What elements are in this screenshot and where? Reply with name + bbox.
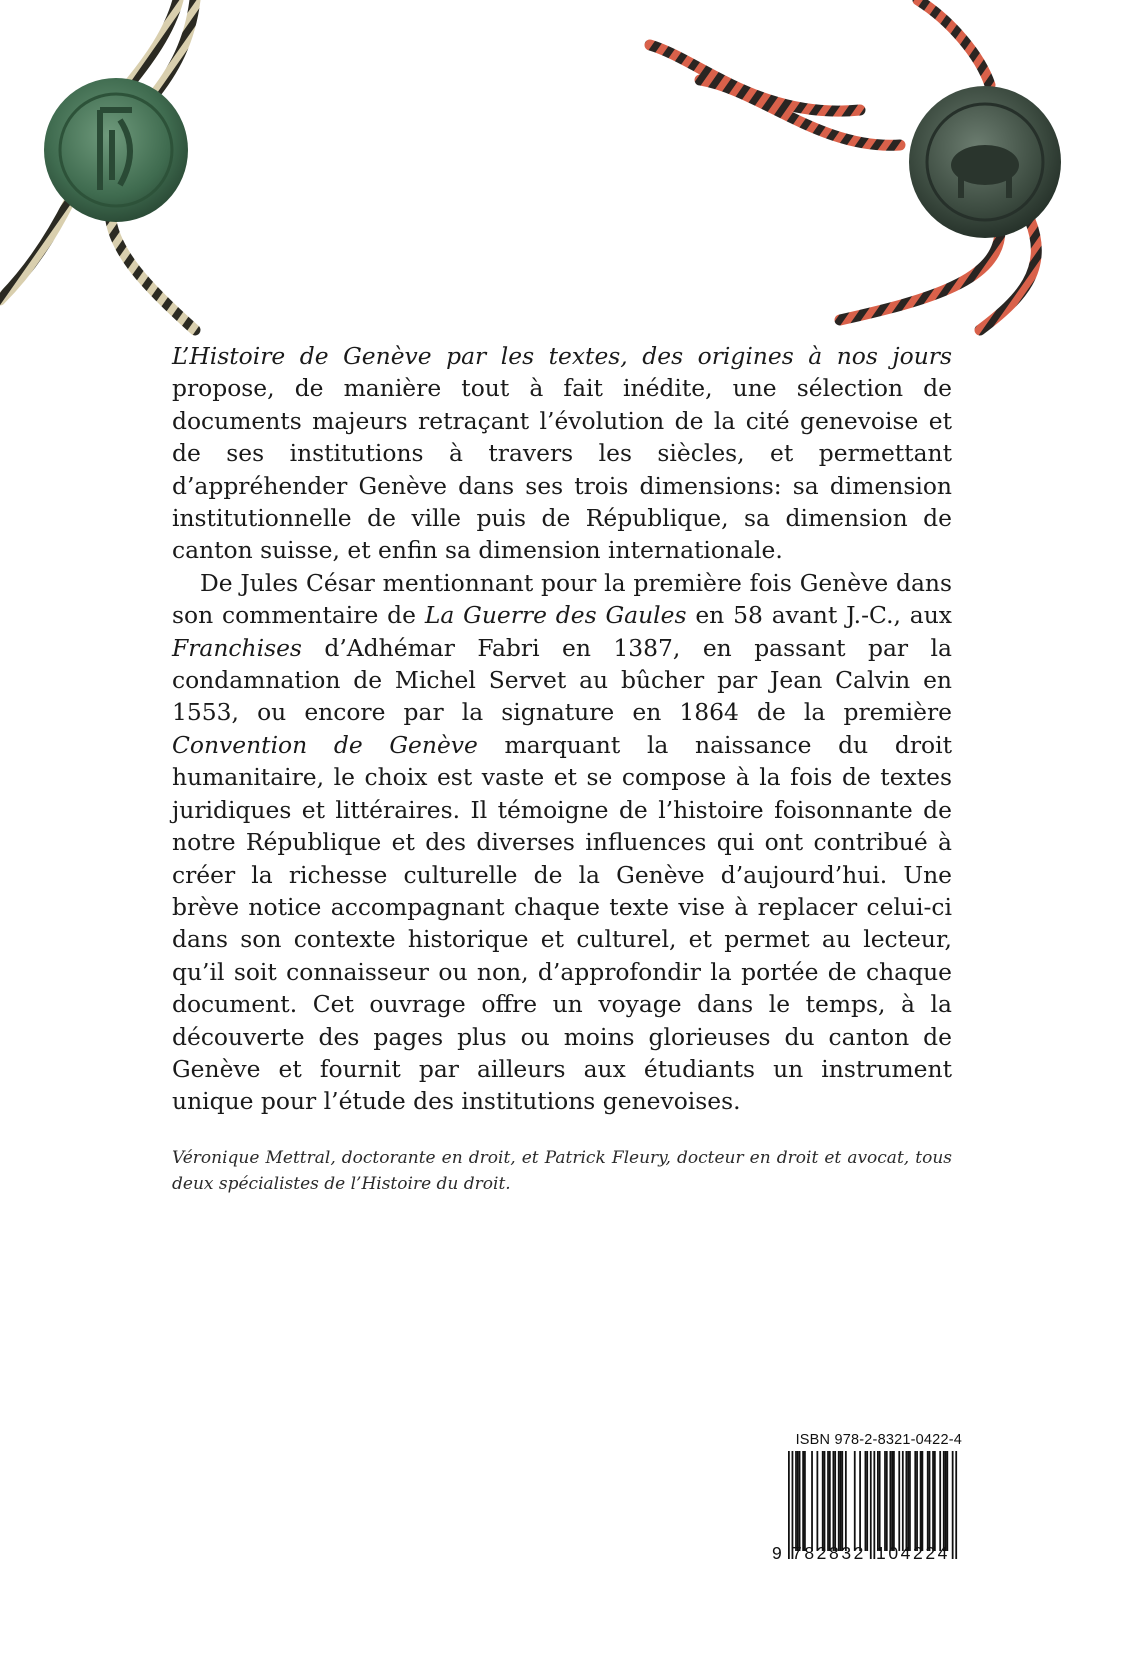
barcode-bar [927, 1451, 929, 1551]
barcode-bar [934, 1451, 936, 1551]
barcode-bar [841, 1451, 843, 1551]
description [172, 340, 952, 1118]
description-paragraph-1: L’Histoire de Genève par les textes, des origines à nos jours propose, de manière tout à fait inédite, une sélection de documents majeurs retraçant l’évolution de la cité genevoise et de ses institutions à travers les siècles, et permettant d’appréhender Genève dans ses trois dimensions: sa dimension institutionnelle de ville puis de République, sa dimension de canton suisse, et enfin sa dimension internationale. [172, 342, 952, 565]
barcode-bar [886, 1451, 888, 1551]
book-title: L’Histoire de Genève par les textes, des origines à nos jours [172, 342, 952, 370]
left-seal-disc [44, 78, 188, 222]
barcode-bar [914, 1451, 916, 1551]
barcode-bar [840, 1451, 842, 1551]
description-paragraph-2: De Jules César mentionnant pour la première fois Genève dans son commentaire de La Guerre des Gaules en 58 avant J.-C., aux Franchises d’Adhémar Fabri en 1387, en passant par la condamnation de Michel Servet au bûcher par Jean Calvin en 1553, ou encore par la signature en 1864 de la première Convention de Genève marquant la naissance du droit humanitaire, le choix est vaste et se compose à la fois de textes juridiques et littéraires. Il témoigne de l’histoire foisonnante de notre République et des diverses influences qui ont contribué à créer la richesse culturelle de la Genève d’aujourd’hui. Une brève notice accompagnant chaque texte vise à replacer celui-ci dans son contexte historique et culturel, et permet au lecteur, qu’il soit connaisseur ou non, d’approfondir la portée de chaque document. Cet ouvrage offre un voyage dans le temps, à la découverte des pages plus ou moins glorieuses du canton de Genève et fournit par ailleurs aux étudiants un instrument unique pour l’étude des institutions genevoises. [172, 568, 952, 1116]
barcode-bar [905, 1451, 907, 1551]
barcode-bar [922, 1451, 924, 1551]
barcode-bar [907, 1451, 909, 1551]
isbn-digit-first: 9 [772, 1543, 782, 1563]
barcode-bar [879, 1451, 881, 1551]
seals-illustration [0, 0, 1134, 340]
barcode-bar [945, 1451, 947, 1551]
barcode-bar [939, 1451, 941, 1551]
isbn-label: ISBN 978-2-8321-0422-4 [795, 1432, 962, 1448]
barcode-bar [898, 1451, 900, 1551]
authors-note: Véronique Mettral, doctorante en droit, et Patrick Fleury, docteur en droit et avocat, tous deux spécialistes de l’Histoire du droit. [172, 1148, 952, 1194]
barcode-bar [816, 1451, 818, 1551]
barcode-bar [834, 1451, 836, 1551]
barcode-bar [893, 1451, 895, 1551]
barcode-bar [877, 1451, 879, 1551]
barcode-bar [873, 1451, 875, 1559]
barcode-bar [845, 1451, 847, 1551]
isbn-barcode [772, 1432, 962, 1572]
barcode-bar [829, 1451, 831, 1551]
isbn-digits-left: 782832 [792, 1543, 866, 1563]
barcode-bar [799, 1451, 801, 1551]
barcode-bar [795, 1451, 797, 1551]
barcode-bar [866, 1451, 868, 1551]
isbn-digits-right: 104224 [876, 1543, 950, 1563]
barcode-bar [827, 1451, 829, 1551]
barcode-bar [884, 1451, 886, 1551]
barcode-bar [870, 1451, 872, 1559]
barcode-bar [811, 1451, 813, 1551]
barcode-bar [788, 1451, 790, 1559]
barcode-bar [891, 1451, 893, 1551]
barcode-bar [802, 1451, 804, 1551]
barcode-bar [932, 1451, 934, 1551]
barcode-bar [943, 1451, 945, 1551]
barcode-bar [955, 1451, 957, 1559]
barcode-bar [946, 1451, 948, 1551]
barcode-bar [859, 1451, 861, 1551]
barcode-bar [854, 1451, 856, 1551]
barcode-bar [920, 1451, 922, 1551]
barcode-bar [952, 1451, 954, 1559]
barcode-bar [833, 1451, 835, 1551]
barcode-bar [865, 1451, 867, 1551]
barcode-bar [909, 1451, 911, 1551]
barcode-bar [902, 1451, 904, 1551]
right-seal-disc [909, 86, 1061, 238]
barcode-bar [824, 1451, 826, 1551]
barcode-bar [889, 1451, 891, 1551]
barcode-bar [929, 1451, 931, 1551]
barcode-bar [916, 1451, 918, 1551]
barcode-bar [804, 1451, 806, 1551]
barcode-bar [797, 1451, 799, 1551]
barcode-bar [838, 1451, 840, 1551]
barcode-bar [822, 1451, 824, 1551]
